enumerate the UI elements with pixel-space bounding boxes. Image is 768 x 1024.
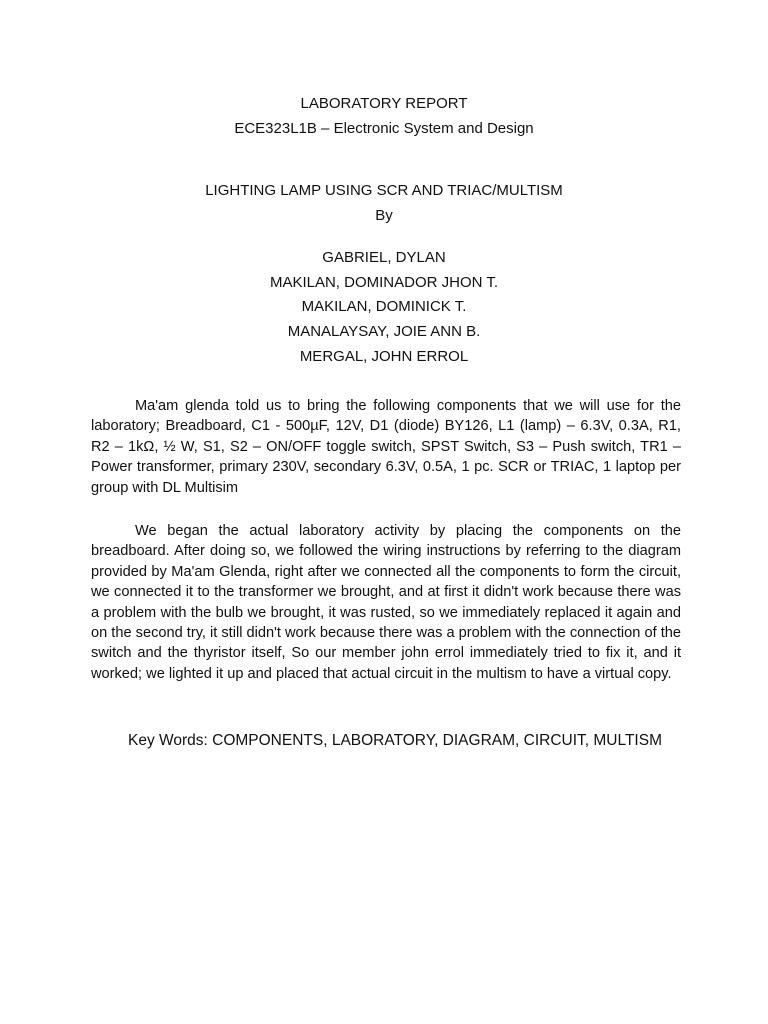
report-title: LIGHTING LAMP USING SCR AND TRIAC/MULTISM	[205, 182, 563, 199]
author-1: GABRIEL, DYLAN	[322, 249, 446, 266]
activity-paragraph: We began the actual laboratory activity by placing the components on the breadboard. After doing so, we followed the wiring instructions by referring to the diagram provided by Ma'am Glenda, right after we connected all the components to form the circuit, we connected it to the transformer we brought, and at first it didn't work because there was a problem with the bulb we brought, it was rusted, so we immediately replaced it again and on the second try, it still didn't work because there was a problem with the connection of the switch and the thyristor itself, So our member john errol immediately tried to fix it, and it worked; we lighted it up and placed that actual circuit in the multism to have a virtual copy.	[91, 523, 681, 682]
by-line: By	[375, 207, 393, 224]
components-paragraph: Ma'am glenda told us to bring the following components that we will use for the laboratory; Breadboard, C1 - 500µF, 12V, D1 (diode) BY126, L1 (lamp) – 6.3V, 0.3A, R1, R2 – 1kΩ, ½ W, S1, S2 – ON/OFF toggle switch, SPST Switch, S3 – Push switch, TR1 – Power transformer, primary 230V, secondary 6.3V, 0.5A, 1 pc. SCR or TRIAC, 1 laptop per group with DL Multisim	[91, 398, 681, 496]
course-heading: ECE323L1B – Electronic System and Design	[234, 120, 534, 137]
author-2: MAKILAN, DOMINADOR JHON T.	[269, 274, 499, 291]
keywords-line: Key Words: COMPONENTS, LABORATORY, DIAGRAM, CIRCUIT, MULTISM	[128, 732, 662, 749]
author-4: MANALAYSAY, JOIE ANN B.	[287, 323, 481, 340]
author-5: MERGAL, JOHN ERROL	[299, 348, 469, 365]
author-3: MAKILAN, DOMINICK T.	[301, 298, 467, 315]
report-type-heading: LABORATORY REPORT	[300, 95, 468, 112]
